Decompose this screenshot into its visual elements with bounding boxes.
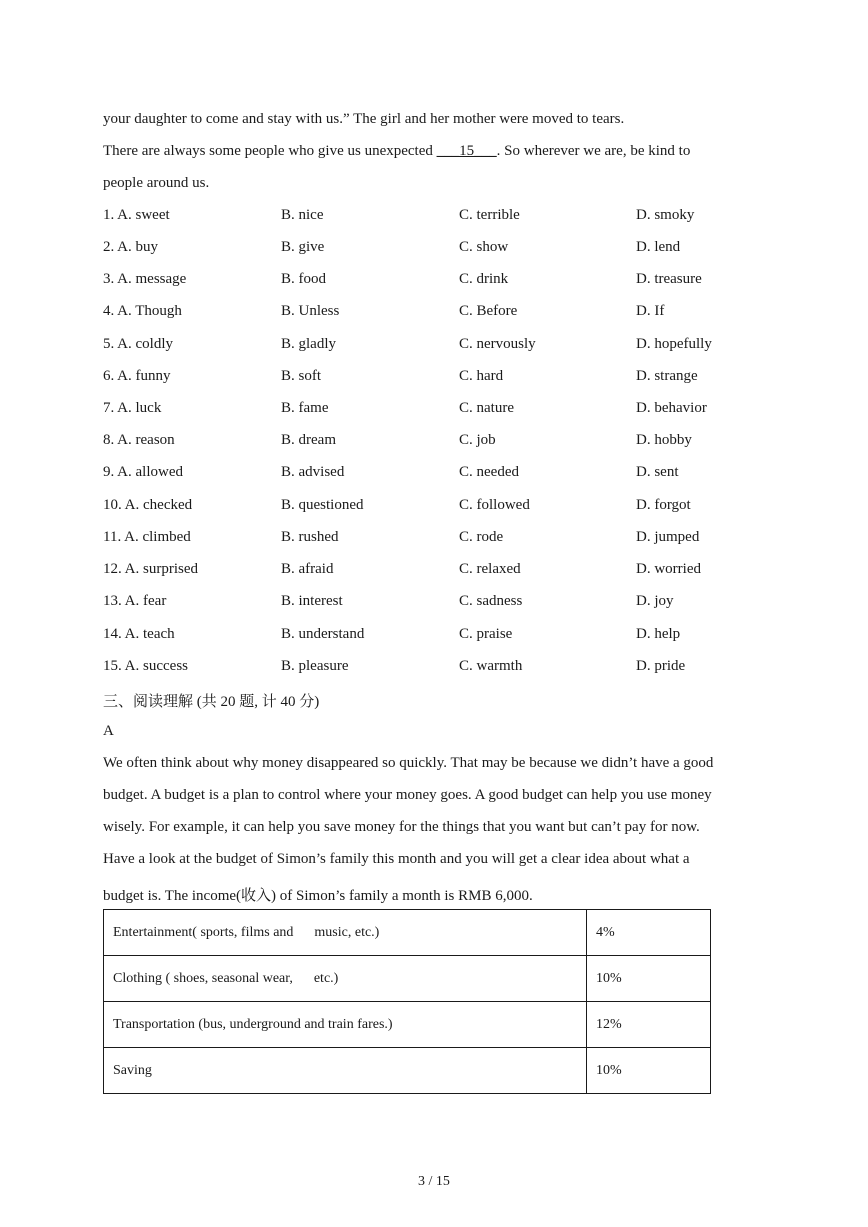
section-heading: 三、阅读理解 (共 20 题, 计 40 分): [103, 694, 320, 710]
option-d: D. strange: [636, 368, 698, 384]
option-a: 10. A. checked: [103, 497, 193, 513]
question-row: [103, 432, 803, 456]
option-b: B. afraid: [281, 561, 334, 577]
budget-category: Entertainment( sports, films and music, etc.): [104, 910, 587, 956]
option-b: B. advised: [281, 464, 345, 480]
option-c: C. followed: [459, 497, 530, 513]
option-c: C. needed: [459, 464, 519, 480]
budget-table: [103, 909, 711, 1094]
option-b: B. food: [281, 271, 326, 287]
option-b: B. rushed: [281, 529, 339, 545]
option-d: D. sent: [636, 464, 679, 480]
option-b: B. soft: [281, 368, 322, 384]
paragraph-line: wisely. For example, it can help you save money for the things that you want but can’t pay for now.: [103, 819, 700, 835]
table-row: [104, 1048, 711, 1094]
option-b: B. questioned: [281, 497, 364, 513]
option-c: C. hard: [459, 368, 504, 384]
question-row: [103, 400, 803, 424]
option-a: 8. A. reason: [103, 432, 175, 448]
budget-percent: 4%: [587, 910, 711, 956]
option-d: D. joy: [636, 593, 674, 609]
option-b: B. interest: [281, 593, 343, 609]
table-row: [104, 910, 711, 956]
option-d: D. forgot: [636, 497, 691, 513]
paragraph-line: budget is. The income(收入) of Simon’s family a month is RMB 6,000.: [103, 888, 533, 904]
question-row: [103, 303, 803, 327]
option-c: C. nature: [459, 400, 514, 416]
budget-percent: 10%: [587, 956, 711, 1002]
option-d: D. pride: [636, 658, 686, 674]
option-c: C. warmth: [459, 658, 523, 674]
option-c: C. show: [459, 239, 509, 255]
option-b: B. Unless: [281, 303, 340, 319]
option-b: B. gladly: [281, 336, 336, 352]
option-a: 12. A. surprised: [103, 561, 198, 577]
option-d: D. help: [636, 626, 681, 642]
passage-line: people around us.: [103, 175, 210, 191]
option-a: 15. A. success: [103, 658, 188, 674]
passage-text: . So wherever we are, be kind to: [496, 143, 691, 159]
option-a: 6. A. funny: [103, 368, 171, 384]
option-b: B. dream: [281, 432, 336, 448]
option-a: 2. A. buy: [103, 239, 159, 255]
option-c: C. rode: [459, 529, 504, 545]
option-c: C. Before: [459, 303, 518, 319]
option-a: 5. A. coldly: [103, 336, 173, 352]
question-row: [103, 497, 803, 521]
budget-category: Saving: [104, 1048, 587, 1094]
paragraph-line: We often think about why money disappeared so quickly. That may be because we didn’t have a good: [103, 755, 714, 771]
option-d: D. If: [636, 303, 665, 319]
part-label: A: [103, 723, 114, 739]
paragraph-line: budget. A budget is a plan to control where your money goes. A good budget can help you use money: [103, 787, 712, 803]
option-d: D. hobby: [636, 432, 692, 448]
option-d: D. behavior: [636, 400, 707, 416]
option-d: D. jumped: [636, 529, 700, 545]
question-row: [103, 207, 803, 231]
budget-percent: 12%: [587, 1002, 711, 1048]
option-b: B. fame: [281, 400, 329, 416]
table-row: [104, 956, 711, 1002]
option-c: C. job: [459, 432, 496, 448]
question-row: [103, 658, 803, 682]
paragraph-line: Have a look at the budget of Simon’s family this month and you will get a clear idea about what a: [103, 851, 690, 867]
question-row: [103, 561, 803, 585]
option-a: 11. A. climbed: [103, 529, 191, 545]
option-c: C. sadness: [459, 593, 523, 609]
budget-percent: 10%: [587, 1048, 711, 1094]
option-a: 7. A. luck: [103, 400, 162, 416]
passage-text: There are always some people who give us unexpected: [103, 143, 437, 159]
budget-category: Transportation (bus, underground and train fares.): [104, 1002, 587, 1048]
question-row: [103, 239, 803, 263]
page-number: 3 / 15: [418, 1174, 450, 1189]
option-d: D. hopefully: [636, 336, 712, 352]
option-a: 9. A. allowed: [103, 464, 183, 480]
question-row: [103, 464, 803, 488]
question-row: [103, 271, 803, 295]
question-row: [103, 529, 803, 553]
option-a: 3. A. message: [103, 271, 187, 287]
passage-line: your daughter to come and stay with us.” The girl and her mother were moved to tears.: [103, 111, 625, 127]
option-a: 4. A. Though: [103, 303, 182, 319]
passage-line: [103, 143, 690, 160]
option-c: C. terrible: [459, 207, 520, 223]
option-b: B. give: [281, 239, 325, 255]
option-a: 14. A. teach: [103, 626, 175, 642]
option-b: B. understand: [281, 626, 365, 642]
option-b: B. pleasure: [281, 658, 349, 674]
option-c: C. nervously: [459, 336, 536, 352]
question-row: [103, 593, 803, 617]
option-c: C. relaxed: [459, 561, 521, 577]
table-row: [104, 1002, 711, 1048]
option-d: D. smoky: [636, 207, 695, 223]
option-d: D. treasure: [636, 271, 702, 287]
option-a: 1. A. sweet: [103, 207, 170, 223]
option-d: D. lend: [636, 239, 681, 255]
blank-15: ___15___: [436, 143, 497, 159]
option-b: B. nice: [281, 207, 324, 223]
question-row: [103, 336, 803, 360]
option-d: D. worried: [636, 561, 701, 577]
budget-category: Clothing ( shoes, seasonal wear, etc.): [104, 956, 587, 1002]
option-c: C. drink: [459, 271, 509, 287]
option-a: 13. A. fear: [103, 593, 167, 609]
question-row: [103, 626, 803, 650]
question-row: [103, 368, 803, 392]
option-c: C. praise: [459, 626, 513, 642]
